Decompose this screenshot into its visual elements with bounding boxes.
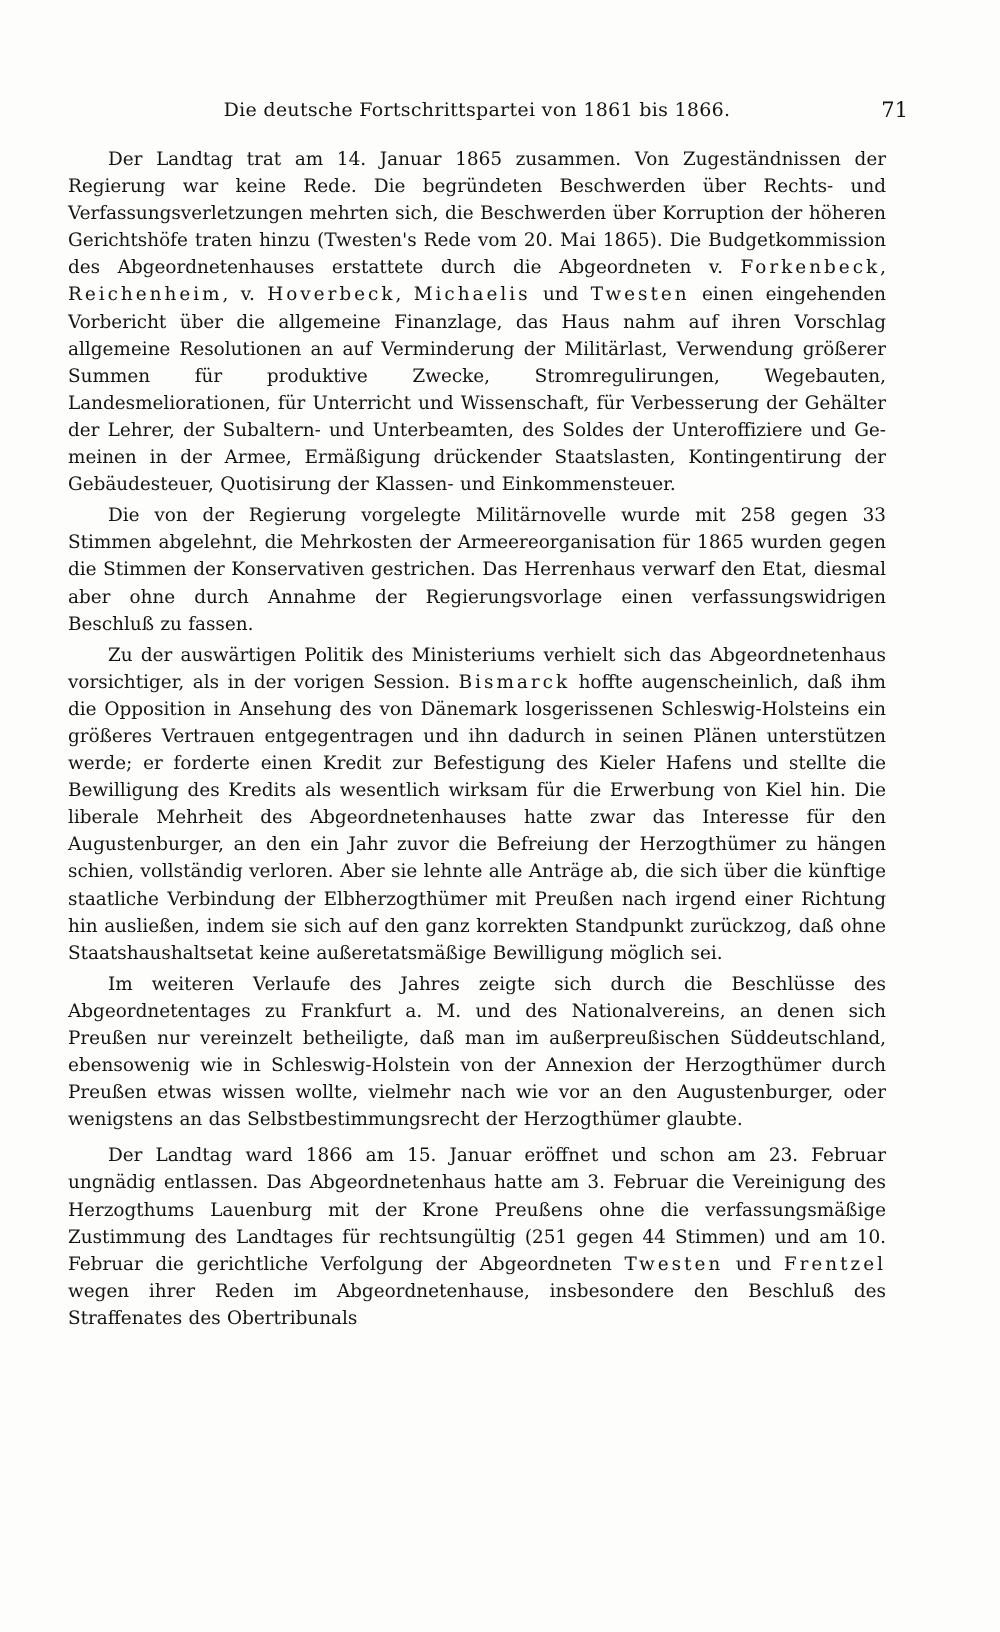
spaced-name: Twesten bbox=[590, 284, 690, 306]
spaced-name: Bismarck bbox=[458, 671, 571, 693]
paragraph bbox=[68, 971, 886, 1134]
page-number: 71 bbox=[881, 98, 908, 122]
text-run: Im weiteren Verlaufe des Jahres zeigte sich durch die Beschlüsse des Abgeordnetentages zu Frankfurt a. M. und des Nationalvereins, an denen sich Preußen nur vereinzelt betheiligte, daß man im außerpreußischen Süddeutschland, ebensowenig wie in Schleswig-Holstein von der Annexion der Herzogthümer durch Preußen etwas wissen wollte, vielmehr nach wie vor an den Augustenburger, oder wenigstens an das Selbstbestimmungsrecht der Herzogthümer glaubte. bbox=[68, 973, 886, 1131]
text-run: hoffte augenscheinlich, daß ihm die Opposition in Ansehung des von Dänemark losgerissenen Schleswig-Holsteins ein größeres Vertrauen entgegentragen und ihn dadurch in seinen Plänen unterstützen werde; er forderte einen Kredit zur Befestigung des Kieler Hafens und stellte die Bewilligung des Kredits als wesentlich wirksam für die Erwerbung von Kiel hin. Die liberale Mehrheit des Abgeordnetenhauses hatte zwar das Interesse für den Augustenburger, an den ein Jahr zuvor die Befreiung der Herzogthümer zu hängen schien, vollständig verloren. Aber sie lehnte alle Anträge ab, die sich über die künftige staatliche Verbindung der Elbherzogthümer mit Preußen nach irgend einer Richtung hin ausließen, indem sie sich auf den ganz korrekten Standpunkt zurückzog, daß ohne Staatshaushaltsetat keine außeretatsmäßige Bewilligung möglich sei. bbox=[68, 671, 886, 964]
running-title: Die deutsche Fortschrittspartei von 1861 bis 1866. bbox=[223, 99, 731, 121]
text-run: , v. bbox=[222, 284, 268, 306]
running-head bbox=[68, 92, 908, 128]
spaced-name: Hoverbeck bbox=[267, 284, 396, 306]
text-run: , bbox=[395, 284, 414, 306]
paragraph bbox=[68, 1142, 886, 1332]
text-run: , bbox=[880, 257, 886, 279]
text-run: wegen ihrer Reden im Abgeordnetenhause, insbesondere den Beschluß des Straffenates des Obertribunals bbox=[68, 1280, 886, 1329]
text-run: Der Landtag ward 1866 am 15. Januar eröffnet und schon am 23. Februar ungnädig entlassen. Das Abgeordnetenhaus hatte am 3. Februar die Vereinigung des Herzogthums Lauenburg mit der Krone Preußens ohne die verfassungsmäßige Zustimmung des Landtages für rechtsungültig (251 gegen 44 Stimmen) und am 10. Februar die gerichtliche Verfolgung der Abgeordneten bbox=[68, 1145, 886, 1275]
body-text bbox=[68, 146, 886, 1332]
spaced-name: Frentzel bbox=[783, 1253, 886, 1275]
spaced-name: Twesten bbox=[624, 1253, 724, 1275]
text-run: einen eingehenden Vorbericht über die allgemeine Finanzlage, das Haus nahm auf ihren Vorschlag allgemeine Resolutionen an auf Verminderung der Militärlast, Verwendung größerer Summen für produktive Zwecke, Stromregulirungen, Wegebauten, Landesmeliorationen, für Unterricht und Wissenschaft, für Verbesserung der Gehälter der Lehrer, der Subaltern- und Unterbeamten, des Soldes der Unteroffiziere und Gemeinen in der Armee, Ermäßigung drückender Staatslasten, Kontingentirung der Gebäudesteuer, Quotisirung der Klassen- und Einkommensteuer. bbox=[68, 284, 887, 496]
paragraph bbox=[68, 502, 886, 637]
paragraph bbox=[68, 146, 886, 498]
text-run: Die von der Regierung vorgelegte Militärnovelle wurde mit 258 gegen 33 Stimmen abgelehnt, die Mehrkosten der Armeereorganisation für 1865 wurden gegen die Stimmen der Konservativen gestrichen. Das Herrenhaus verwarf den Etat, diesmal aber ohne durch Annahme der Regierungsvorlage einen verfassungswidrigen Beschluß zu fassen. bbox=[68, 505, 886, 635]
spaced-name: Forkenbeck bbox=[740, 257, 881, 279]
text-run: und bbox=[723, 1253, 784, 1275]
text-run: und bbox=[530, 284, 591, 306]
text-run: Zu der auswärtigen Politik des Ministeriums verhielt sich das Abgeordnetenhaus vorsichtiger, als in der vorigen Session. bbox=[68, 644, 886, 693]
text-run: Der Landtag trat am 14. Januar 1865 zusammen. Von Zugeständnissen der Regierung war keine Rede. Die begründeten Beschwerden über Rechts- und Verfassungsverletzungen mehrten sich, die Beschwerden über Korruption der höheren Gerichtshöfe traten hinzu (Twesten's Rede vom 20. Mai 1865). Die Budgetkommission des Abgeordnetenhauses erstattete durch die Abgeordneten v. bbox=[68, 149, 886, 279]
spaced-name: Michaelis bbox=[413, 284, 531, 306]
paragraph bbox=[68, 642, 886, 967]
spaced-name: Reichenheim bbox=[68, 284, 223, 306]
